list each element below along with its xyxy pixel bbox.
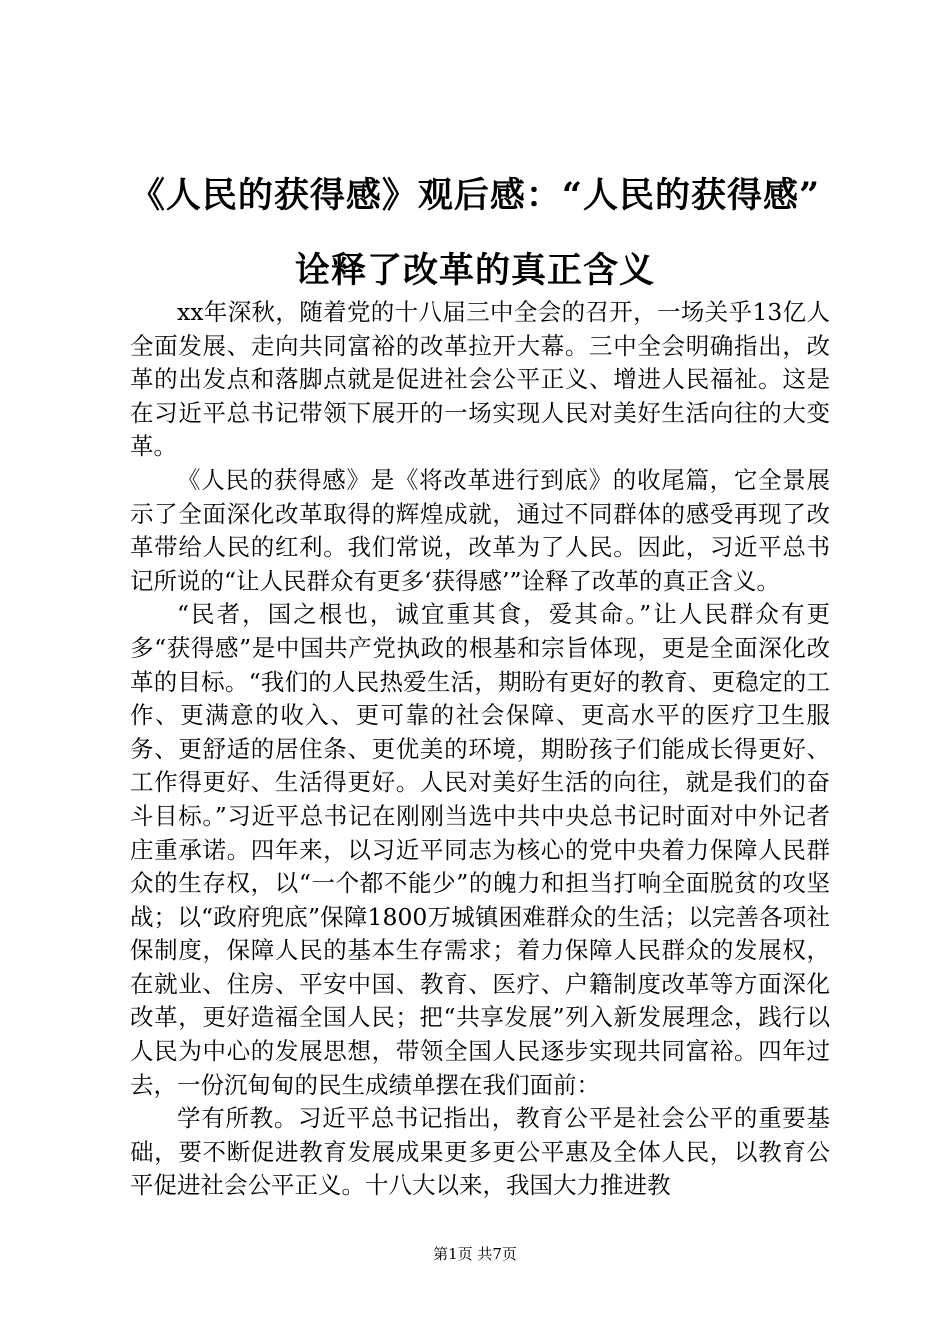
title-line-1: 《人民的获得感》观后感：“人民的获得感” — [129, 175, 821, 216]
paragraph-1: xx年深秋，随着党的十八届三中全会的召开，一场关乎13亿人全面发展、走向共同富裕的改革拉开大幕。三中全会明确指出，改革的出发点和落脚点就是促进社会公平正义、增进人民福祉。这是在习近平总书记带领下展开的一场实现人民对美好生活向往的大变革。 — [130, 298, 830, 461]
paragraph-3: “民者，国之根也，诚宜重其食，爱其命。”让人民群众有更多“获得感”是中国共产党执政的根基和宗旨体现，更是全面深化改革的目标。“我们的人民热爱生活，期盼有更好的教育、更稳定的工作、更满意的收入、更可靠的社会保障、更高水平的医疗卫生服务、更舒适的居住条、更优美的环境，期盼孩子们能成长得更好、工作得更好、生活得更好。人民对美好生活的向往，就是我们的奋斗目标。”习近平总书记在刚刚当选中共中央总书记时面对中外记者庄重承诺。四年来，以习近平同志为核心的党中央着力保障人民群众的生存权，以“一个都不能少”的魄力和担当打响全面脱贫的攻坚战；以“政府兜底”保障1800万城镇困难群众的生活；以完善各项社保制度，保障人民的基本生存需求；着力保障人民群众的发展权，在就业、住房、平安中国、教育、医疗、户籍制度改革等方面深化改革，更好造福全国人民；把“共享发展”列入新发展理念，践行以人民为中心的发展思想，带领全国人民逐步实现共同富裕。四年过去，一份沉甸甸的民生成绩单摆在我们面前： — [130, 600, 830, 1099]
paragraph-4: 学有所教。习近平总书记指出，教育公平是社会公平的重要基础，要不断促进教育发展成果更多更公平惠及全体人民，以教育公平促进社会公平正义。十八大以来，我国大力推进教 — [130, 1104, 830, 1200]
page-footer: 第1页 共7页 — [433, 1245, 517, 1263]
document-body — [130, 296, 830, 1203]
title-line-2: 诠释了改革的真正含义 — [294, 250, 655, 291]
document-title — [100, 158, 850, 308]
paragraph-2: 《人民的获得感》是《将改革进行到底》的收尾篇，它全景展示了全面深化改革取得的辉煌成就，通过不同群体的感受再现了改革带给人民的红利。我们常说，改革为了人民。因此，习近平总书记所说的“让人民群众有更多‘获得感’”诠释了改革的真正含义。 — [130, 465, 830, 595]
